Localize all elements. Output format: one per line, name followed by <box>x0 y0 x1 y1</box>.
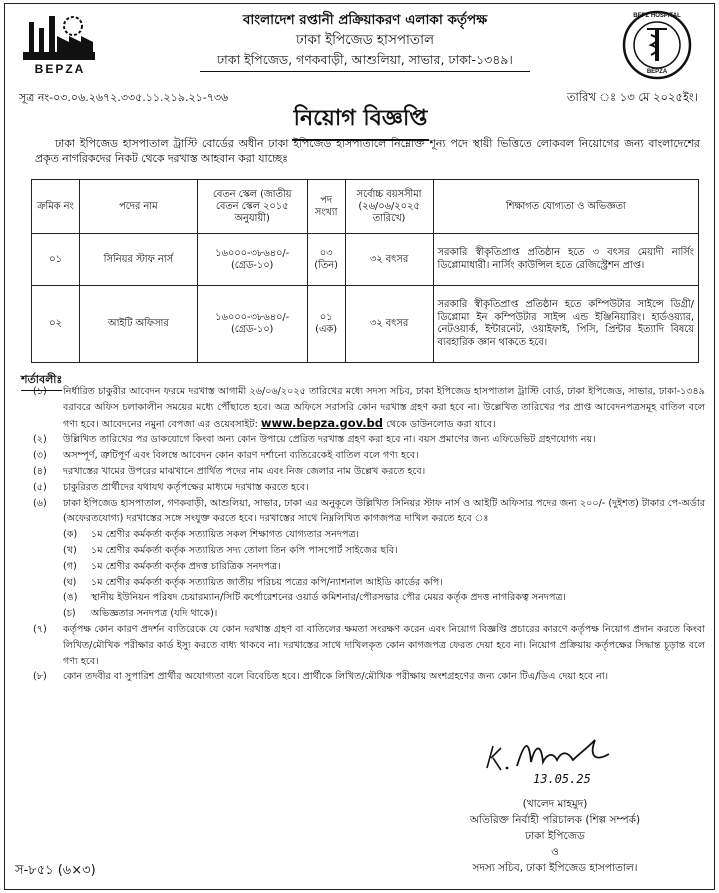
row-scale <box>197 234 307 286</box>
hospital-address: ঢাকা ইপিজেড, গণকবাড়ী, আশুলিয়া, সাভার, ঢাকা-১৩৪৯। <box>217 52 513 67</box>
title-text: নিয়োগ বিজ্ঞপ্তি <box>292 101 430 141</box>
hospital-seal <box>621 9 693 81</box>
document-item-number: (ঙ) <box>63 592 78 604</box>
col-scale: বেতন স্কেল (জাতীয় বেতন স্কেল ২০১৫ অনুযায়ী) <box>197 180 307 234</box>
term-3 <box>33 448 705 464</box>
seal-top-text: BEPZ HOSPITAL <box>633 13 681 19</box>
factory-logo-icon <box>23 12 97 62</box>
table-header-row <box>32 180 699 234</box>
intro-paragraph: ঢাকা ইপিজেড হাসপাতাল ট্রাস্টি বোর্ডের অধীন ঢাকা ইপিজেড হাসপাতালে নিম্নোক্ত শূন্য পদে স্থায়ী ভিত্তিতে লোকবল নিয়োগের জন্য বাংলাদেশের প্রকৃত নাগরিকদের নিকট থেকে দরখাস্ত আহবান করা যাচ্ছেঃ <box>35 137 700 165</box>
term-number: (৭) <box>33 623 47 635</box>
terms-list <box>33 384 705 685</box>
term-text: দরখাস্তের খামের উপরের মাঝখানে প্রার্থিত পদের নাম এবং নিজ জেলার নাম উল্লেখ করতে হবে। <box>63 465 426 477</box>
logo-wordmark: BEPZA <box>34 62 86 76</box>
term-number: (২) <box>33 434 47 446</box>
authority-name: বাংলাদেশ রপ্তানী প্রক্রিয়াকরণ এলাকা কর্তৃপক্ষ <box>242 12 488 28</box>
term-2 <box>33 432 705 448</box>
term-text-end: থেকে ডাউনলোড করা যাবে। <box>386 418 496 430</box>
term-6 <box>33 496 705 528</box>
row-age: ৩২ বৎসর <box>345 234 433 286</box>
row-count <box>307 286 345 363</box>
document-item-text: স্থানীয় ইউনিয়ন পরিষদ চেয়ারম্যান/সিটি কর্পোরেশনের ওয়ার্ড কমিশনার/পৌরসভার পৌর মেয়র কর্তৃক প্রদত্ত নাগরিকত্ব সনদপত্র। <box>91 592 566 604</box>
row-serial: ০২ <box>32 286 80 363</box>
document-item-number: (গ) <box>63 560 77 572</box>
document-item <box>33 590 705 606</box>
signature-icon <box>477 732 637 774</box>
term-text: চাকুরিরত প্রার্থীদের যথাযথ কর্তৃপক্ষের মাধ্যমে দরখাস্ত করতে হবে। <box>63 481 309 493</box>
col-serial: ক্রমিক নং <box>32 180 80 234</box>
document-item-text: ১ম শ্রেণীর কর্মকর্তা কর্তৃক প্রদত্ত চারিত্রিক সনদপত্র। <box>91 560 281 572</box>
row-grade: (গ্রেড-১০) <box>230 259 274 271</box>
document-item-number: (ঘ) <box>63 576 77 588</box>
officer-block <box>415 796 695 876</box>
table-row <box>32 286 699 363</box>
footer-code: স-৮৫১ (৬×৩) <box>15 863 96 878</box>
officer-designation: অতিরিক্ত নির্বাহী পরিচালক (শিল্প সম্পর্ক) <box>469 814 641 826</box>
term-8 <box>33 669 705 685</box>
row-age: ৩২ বৎসর <box>345 286 433 363</box>
bepza-logo <box>23 12 97 78</box>
officer-role: সদস্য সচিব, ঢাকা ইপিজেড হাসপাতাল। <box>472 862 638 874</box>
officer-zone: ঢাকা ইপিজেড <box>525 830 585 842</box>
document-item-number: (খ) <box>63 544 77 556</box>
row-count-words: (তিন) <box>314 259 338 271</box>
col-age: সর্বোচ্চ বয়সসীমা (২৬/০৬/২০২৫ তারিখে) <box>345 180 433 234</box>
page-title <box>5 101 716 141</box>
col-post: পদের নাম <box>79 180 197 234</box>
notice-page <box>4 3 715 890</box>
row-count-words: (এক) <box>315 324 338 335</box>
officer-and: ও <box>551 846 559 858</box>
hospital-name: ঢাকা ইপিজেড হাসপাতাল <box>295 32 435 48</box>
letterhead <box>155 10 575 72</box>
officer-name: (খালেদ মাহমুদ) <box>522 798 588 810</box>
document-item-text: ১ম শ্রেণীর কর্মকর্তা কর্তৃক সত্যায়িত জাতীয় পরিচয় পত্রের কপি/ন্যাশনাল আইডি কার্ডের কপি। <box>91 576 443 588</box>
terms-heading: শর্তাবলীঃ <box>21 371 62 391</box>
document-item <box>33 606 705 622</box>
term-text: কর্তৃপক্ষ কোন কারণ প্রদর্শন ব্যতিরেকে যে কোন দরখাস্ত গ্রহণ বা বাতিলের ক্ষমতা সংরক্ষণ করেন এবং নিয়োগ বিজ্ঞপ্তি প্রচারের কারণে কর্তৃপক্ষ নিয়োগ প্রদান করতে কিংবা লিখিত/মৌখিক পরীক্ষার কার্ড ইস্যু করতে বাধ্য থাকবে না। দরখাস্তের সাথে দাখিলকৃত কোন কাগজপত্র ফেরত দেয়া হবে না। নিয়োগ প্রক্রিয়ায় কর্তৃপক্ষের সিদ্ধান্ত চূড়ান্ত বলে গণ্য হবে। <box>63 623 705 667</box>
term-text: ঢাকা ইপিজেড হাসপাতাল, গণকবাড়ী, আশুলিয়া, সাভার, ঢাকা এর অনুকূলে উল্লিখিত সিনিয়র স্টাফ নার্স ও আইটি অফিসার পদের জন্য ২০০/- (দুইশত) টাকার পে-অর্ডার (অফেরতযোগ্য) দরখাস্তের সঙ্গে সংযুক্ত করতে হবে। দরখাস্তের সাথে নিম্নলিখিত কাগজপত্র দাখিল করতে হবে ঃ <box>63 497 705 525</box>
row-qualification: সরকারি স্বীকৃতিপ্রাপ্ত প্রতিষ্ঠান হতে কম্পিউটার সাইন্সে ডিগ্রী/ডিপ্লোমা ইন কম্পিউটার সাইন্স এন্ড ইঞ্জিনিয়ারিং। হার্ডওয়্যার, নেটওয়ার্ক, ইন্টারনেট, ওয়াইফাই, পিসি, প্রিন্টার ইত্যাদি বিষয়ে ব্যবহারিক জ্ঞান থাকতে হবে। <box>433 286 698 363</box>
document-item-text: অভিজ্ঞতার সনদপত্র (যদি থাকে)। <box>91 608 218 620</box>
term-5 <box>33 480 705 496</box>
row-count-number: ০৩ <box>319 247 333 259</box>
term-4 <box>33 464 705 480</box>
signature-block <box>435 732 685 792</box>
document-item-text: ১ম শ্রেণীর কর্মকর্তা কর্তৃক সত্যায়িত সদ্য তোলা তিন কপি পাসপোর্ট সাইজের ছবি। <box>91 544 398 556</box>
term-1 <box>33 384 705 432</box>
row-count <box>307 234 345 286</box>
term-text: অসম্পূর্ণ, ত্রুটিপূর্ণ এবং বিলম্বে আবেদন কোন কারণ দর্শানো ব্যতিরেকেই বাতিল বলে গণ্য হবে। <box>63 450 419 462</box>
document-item <box>33 543 705 559</box>
memo-reference: সূত্র নং-০৩.০৬.২৬৭২.৩৩৫.১১.২১৯.২১-৭৩৬ <box>19 91 229 104</box>
row-post: সিনিয়র স্টাফ নার্স <box>79 234 197 286</box>
document-item-number: (ক) <box>63 529 78 541</box>
row-scale-range: ১৬০০০-৩৮৬৪০/- <box>215 247 290 259</box>
row-qualification: সরকারি স্বীকৃতিপ্রাপ্ত প্রতিষ্ঠান হতে ৩ বৎসর মেয়াদী নার্সিং ডিপ্লোমাধারী। নার্সিং কাউন্সিল হতে রেজিস্ট্রেশন প্রাপ্ত। <box>433 234 698 286</box>
term-text: নির্ধারিত চাকুরীর আবেদন ফরমে দরখাস্ত আগামী ২৬/০৬/২০২৫ তারিখের মধ্যে সদস্য সচিব, ঢাকা ইপিজেড হাসপাতাল ট্রাস্টি বোর্ড, ঢাকা ইপিজেড, সাভার, ঢাকা-১৩৪৯ বরাবরে অফিস চলাকালীন সময়ের মধ্যে পৌঁছাতে হবে। অত্র অফিসে সরাসরি কোন দরখাস্ত গ্রহণ করা হবে না। উল্লেখিত তারিখের পর প্রাপ্ত আবেদনপত্রসমূহ বাতিল বলে গণ্য হবে। আবেদনের নমুনা বেপজা এর ওয়েবসাইট: <box>63 386 705 430</box>
document-item <box>33 559 705 575</box>
table-row <box>32 234 699 286</box>
term-number: (১) <box>33 386 47 397</box>
row-count-number: ০১ <box>319 312 333 323</box>
seal-bottom-text: BEPZA <box>646 69 668 75</box>
memo-date: তারিখ ঃ ১৩ মে ২০২৫ইং। <box>566 90 698 104</box>
term-text: উল্লিখিত তারিখের পর ডাকযোগে কিংবা অন্য কোন উপায়ে প্রেরিত দরখাস্ত গ্রহণ করা হবে না। বয়স প্রমাণের জন্য এফিডেভিট গ্রহণযোগ্য নয়। <box>63 434 596 446</box>
document-item <box>33 527 705 543</box>
document-item <box>33 575 705 591</box>
term-number: (৬) <box>33 497 47 509</box>
row-scale-range: ১৬০০০-৩৮৬৪০/- <box>215 312 290 323</box>
row-scale <box>197 286 307 363</box>
row-grade: (গ্রেড-১০) <box>230 324 274 335</box>
vacancy-table <box>31 179 699 363</box>
header-rule <box>200 71 530 72</box>
term-number: (৩) <box>33 450 47 462</box>
term-number: (৮) <box>33 671 47 683</box>
website-link[interactable]: www.bepza.gov.bd <box>260 415 384 430</box>
document-item-number: (চ) <box>63 608 76 620</box>
term-number: (৪) <box>33 465 47 477</box>
term-7 <box>33 622 705 669</box>
col-count: পদ সংখ্যা <box>307 180 345 234</box>
row-post: আইটি অফিসার <box>79 286 197 363</box>
signature-date: 13.05.25 <box>533 772 591 786</box>
col-qualification: শিক্ষাগত যোগ্যতা ও অভিজ্ঞতা <box>433 180 698 234</box>
term-number: (৫) <box>33 481 47 493</box>
term-text: কোন তদবীর বা সুপারিশ প্রার্থীর অযোগ্যতা বলে বিবেচিত হবে। প্রার্থীকে লিখিত/মৌখিক পরীক্ষায় অংশগ্রহণের জন্য কোন টিএ/ডিএ দেয়া হবে না। <box>63 671 609 683</box>
document-item-text: ১ম শ্রেণীর কর্মকর্তা কর্তৃক সত্যায়িত সকল শিক্ষাগত যোগ্যতার সনদপত্র। <box>91 529 359 541</box>
row-serial: ০১ <box>32 234 80 286</box>
